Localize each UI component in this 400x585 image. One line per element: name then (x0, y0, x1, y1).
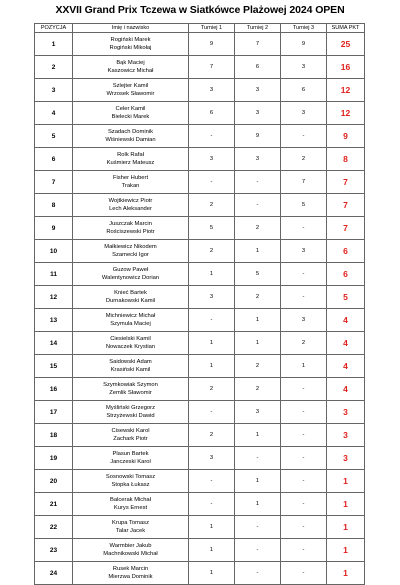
tournament-3-score: - (281, 516, 327, 539)
player-name: Fisher Hubert (112, 174, 149, 181)
total-points: 1 (327, 516, 365, 539)
tournament-3-score: - (281, 125, 327, 148)
player-name: Rusek Marcin (112, 565, 149, 572)
position-cell: 7 (35, 171, 73, 194)
player-name: Krasiński Kamil (110, 367, 151, 373)
player-name: Warmbier Jakub (109, 542, 152, 549)
tournament-3-score: - (281, 263, 327, 286)
position-cell: 5 (35, 125, 73, 148)
tournament-1-score: - (189, 125, 235, 148)
tournament-2-score: 1 (235, 332, 281, 355)
tournament-3-score: 7 (281, 171, 327, 194)
table-row (35, 286, 365, 309)
tournament-1-score: - (189, 493, 235, 516)
tournament-3-score: - (281, 562, 327, 585)
position-cell: 3 (35, 79, 73, 102)
player-name: Kurys Ernest (113, 505, 148, 511)
total-points: 1 (327, 562, 365, 585)
tournament-1-score: 6 (189, 102, 235, 125)
table-row (35, 378, 365, 401)
table-row (35, 33, 365, 56)
tournament-2-score: 7 (235, 33, 281, 56)
total-points: 16 (327, 56, 365, 79)
player-name: Szadach Dominik (107, 128, 154, 135)
tournament-2-score: 2 (235, 286, 281, 309)
player-name: Celer Kamil (115, 105, 146, 112)
position-cell: 22 (35, 516, 73, 539)
total-points: 4 (327, 309, 365, 332)
player-name: Janczeski Karol (110, 459, 151, 465)
team-names-cell (73, 240, 189, 263)
total-points: 12 (327, 102, 365, 125)
total-points: 3 (327, 424, 365, 447)
total-points: 3 (327, 447, 365, 470)
tournament-3-score: 2 (281, 148, 327, 171)
player-name: Juszczak Marcin (109, 220, 152, 227)
table-row (35, 148, 365, 171)
total-points: 12 (327, 79, 365, 102)
position-cell: 13 (35, 309, 73, 332)
total-points: 6 (327, 240, 365, 263)
tournament-1-score: 3 (189, 286, 235, 309)
player-name: Plasun Bartek (112, 450, 149, 457)
player-name: Myśliński Grzegorz (106, 404, 155, 411)
player-name: Szymkowiak Szymon (103, 381, 158, 388)
player-name: Mierzwa Dominik (108, 574, 153, 580)
player-name: Strzyżewski Dawid (106, 413, 155, 419)
player-name: Rościszewski Piotr (106, 229, 155, 235)
player-name: Rogiński Marek (110, 36, 151, 43)
position-cell: 2 (35, 56, 73, 79)
total-points: 1 (327, 470, 365, 493)
total-points: 4 (327, 378, 365, 401)
team-names-cell (73, 102, 189, 125)
tournament-1-score: 2 (189, 424, 235, 447)
page-title: XXVII Grand Prix Tczewa w Siatkówce Plażowej 2024 OPEN (55, 4, 345, 16)
player-name: Nowaczek Krystian (105, 344, 156, 350)
player-name: Krupa Tomasz (112, 519, 149, 526)
position-cell: 11 (35, 263, 73, 286)
player-name: Durnakowski Kamil (105, 298, 156, 304)
total-points: 5 (327, 286, 365, 309)
table-row (35, 447, 365, 470)
team-names-cell (73, 401, 189, 424)
position-cell: 6 (35, 148, 73, 171)
tournament-2-score: 1 (235, 309, 281, 332)
team-names-cell (73, 424, 189, 447)
tournament-1-score: 1 (189, 562, 235, 585)
header-tournament-2: Turniej 2 (235, 24, 281, 33)
tournament-3-score: 3 (281, 240, 327, 263)
tournament-2-score: 1 (235, 240, 281, 263)
player-name: Bielecki Marek (111, 114, 150, 120)
tournament-3-score: 6 (281, 79, 327, 102)
tournament-2-score: - (235, 516, 281, 539)
player-name: Lech Aleksander (109, 206, 152, 212)
total-points: 7 (327, 171, 365, 194)
tournament-1-score: 2 (189, 194, 235, 217)
tournament-2-score: - (235, 447, 281, 470)
tournament-1-score: - (189, 470, 235, 493)
table-row (35, 539, 365, 562)
table-row (35, 125, 365, 148)
team-names-cell (73, 56, 189, 79)
team-names-cell (73, 79, 189, 102)
table-row (35, 56, 365, 79)
player-name: Walentynowicz Dorian (101, 275, 160, 281)
total-points: 9 (327, 125, 365, 148)
table-row (35, 171, 365, 194)
position-cell: 21 (35, 493, 73, 516)
player-name: Wrzosek Sławomir (106, 91, 155, 97)
team-names-cell (73, 33, 189, 56)
total-points: 1 (327, 539, 365, 562)
tournament-3-score: - (281, 286, 327, 309)
player-name: Szymula Maciej (110, 321, 151, 327)
header-sum: SUMA PKT (327, 24, 365, 33)
table-row (35, 263, 365, 286)
player-name: Zachark Piotr (113, 436, 148, 442)
tournament-2-score: 6 (235, 56, 281, 79)
player-name: Knieć Bartek (114, 289, 147, 296)
tournament-2-score: - (235, 171, 281, 194)
player-name: Talar Jacek (115, 528, 146, 534)
tournament-3-score: - (281, 470, 327, 493)
table-row (35, 309, 365, 332)
team-names-cell (73, 355, 189, 378)
total-points: 4 (327, 332, 365, 355)
tournament-3-score: - (281, 217, 327, 240)
player-name: Wojtkiewicz Piotr (108, 197, 153, 204)
tournament-1-score: 3 (189, 447, 235, 470)
team-names-cell (73, 217, 189, 240)
team-names-cell (73, 470, 189, 493)
player-name: Sosnowski Tomasz (105, 473, 156, 480)
tournament-2-score: 1 (235, 470, 281, 493)
tournament-1-score: 1 (189, 539, 235, 562)
tournament-3-score: - (281, 378, 327, 401)
team-names-cell (73, 539, 189, 562)
tournament-3-score: - (281, 493, 327, 516)
position-cell: 8 (35, 194, 73, 217)
player-name: Kuśmierz Mateusz (106, 160, 155, 166)
position-cell: 9 (35, 217, 73, 240)
team-names-cell (73, 125, 189, 148)
table-row (35, 79, 365, 102)
tournament-3-score: 3 (281, 102, 327, 125)
total-points: 7 (327, 194, 365, 217)
tournament-2-score: 1 (235, 424, 281, 447)
tournament-2-score: 2 (235, 355, 281, 378)
header-tournament-3: Turniej 3 (281, 24, 327, 33)
tournament-3-score: 2 (281, 332, 327, 355)
player-name: Bąk Maciej (116, 59, 145, 66)
header-position: POZYCJA (35, 24, 73, 33)
position-cell: 17 (35, 401, 73, 424)
tournament-3-score: 3 (281, 56, 327, 79)
total-points: 25 (327, 33, 365, 56)
tournament-3-score: 1 (281, 355, 327, 378)
position-cell: 24 (35, 562, 73, 585)
position-cell: 14 (35, 332, 73, 355)
player-name: Zemlik Sławomir (109, 390, 152, 396)
tournament-2-score: 3 (235, 148, 281, 171)
player-name: Stopka Łukasz (111, 482, 150, 488)
team-names-cell (73, 447, 189, 470)
table-row (35, 516, 365, 539)
tournament-1-score: - (189, 401, 235, 424)
tournament-1-score: 2 (189, 378, 235, 401)
tournament-2-score: 5 (235, 263, 281, 286)
table-row (35, 217, 365, 240)
tournament-2-score: 3 (235, 102, 281, 125)
tournament-3-score: 5 (281, 194, 327, 217)
player-name: Kaszowicz Michał (107, 68, 154, 74)
tournament-3-score: - (281, 424, 327, 447)
position-cell: 12 (35, 286, 73, 309)
team-names-cell (73, 332, 189, 355)
table-row (35, 470, 365, 493)
tournament-1-score: 7 (189, 56, 235, 79)
player-name: Machnikowski Michał (103, 551, 158, 557)
team-names-cell (73, 194, 189, 217)
tournament-1-score: 9 (189, 33, 235, 56)
position-cell: 4 (35, 102, 73, 125)
tournament-1-score: 1 (189, 355, 235, 378)
tournament-2-score: 2 (235, 378, 281, 401)
table-row (35, 332, 365, 355)
total-points: 8 (327, 148, 365, 171)
total-points: 7 (327, 217, 365, 240)
tournament-2-score: 2 (235, 217, 281, 240)
player-name: Cisewski Karol (111, 427, 150, 434)
tournament-1-score: 1 (189, 263, 235, 286)
total-points: 1 (327, 493, 365, 516)
tournament-2-score: 1 (235, 493, 281, 516)
player-name: Szlejter Kamil (112, 82, 149, 89)
team-names-cell (73, 148, 189, 171)
tournament-1-score: 3 (189, 148, 235, 171)
tournament-1-score: 1 (189, 332, 235, 355)
player-name: Balcerak Michał (110, 496, 151, 503)
team-names-cell (73, 516, 189, 539)
player-name: Wiśniewski Damian (105, 137, 156, 143)
table-row (35, 401, 365, 424)
tournament-2-score: 3 (235, 79, 281, 102)
tournament-2-score: - (235, 539, 281, 562)
player-name: Rolk Rafał (117, 151, 144, 158)
table-row (35, 102, 365, 125)
table-row (35, 355, 365, 378)
tournament-2-score: 3 (235, 401, 281, 424)
player-name: Guzow Paweł (112, 266, 149, 273)
tournament-1-score: 5 (189, 217, 235, 240)
tournament-3-score: 3 (281, 309, 327, 332)
team-names-cell (73, 493, 189, 516)
table-row (35, 240, 365, 263)
table-row (35, 493, 365, 516)
position-cell: 23 (35, 539, 73, 562)
player-name: Trakan (121, 183, 140, 189)
tournament-1-score: 2 (189, 240, 235, 263)
tournament-3-score: 9 (281, 33, 327, 56)
player-name: Małkiewicz Nikodem (104, 243, 157, 250)
header-name: Imię i nazwisko (73, 24, 189, 33)
table-row (35, 424, 365, 447)
player-name: Saidowski Adam (109, 358, 152, 365)
position-cell: 15 (35, 355, 73, 378)
tournament-3-score: - (281, 401, 327, 424)
tournament-3-score: - (281, 539, 327, 562)
team-names-cell (73, 309, 189, 332)
header-tournament-1: Turniej 1 (189, 24, 235, 33)
tournament-2-score: - (235, 194, 281, 217)
table-header-row (35, 24, 365, 33)
position-cell: 19 (35, 447, 73, 470)
tournament-1-score: - (189, 309, 235, 332)
tournament-1-score: - (189, 171, 235, 194)
total-points: 4 (327, 355, 365, 378)
player-name: Szamecki Igor (112, 252, 149, 258)
position-cell: 16 (35, 378, 73, 401)
position-cell: 20 (35, 470, 73, 493)
standings-table (34, 23, 365, 585)
player-name: Ciesielski Kamil (110, 335, 151, 342)
tournament-3-score: - (281, 447, 327, 470)
team-names-cell (73, 378, 189, 401)
position-cell: 1 (35, 33, 73, 56)
team-names-cell (73, 171, 189, 194)
total-points: 3 (327, 401, 365, 424)
tournament-1-score: 3 (189, 79, 235, 102)
team-names-cell (73, 263, 189, 286)
team-names-cell (73, 286, 189, 309)
position-cell: 18 (35, 424, 73, 447)
table-row (35, 194, 365, 217)
tournament-2-score: - (235, 562, 281, 585)
player-name: Michniewicz Michał (105, 312, 156, 319)
player-name: Rogiński Mikołaj (109, 45, 152, 51)
total-points: 6 (327, 263, 365, 286)
position-cell: 10 (35, 240, 73, 263)
tournament-2-score: 9 (235, 125, 281, 148)
tournament-1-score: 1 (189, 516, 235, 539)
